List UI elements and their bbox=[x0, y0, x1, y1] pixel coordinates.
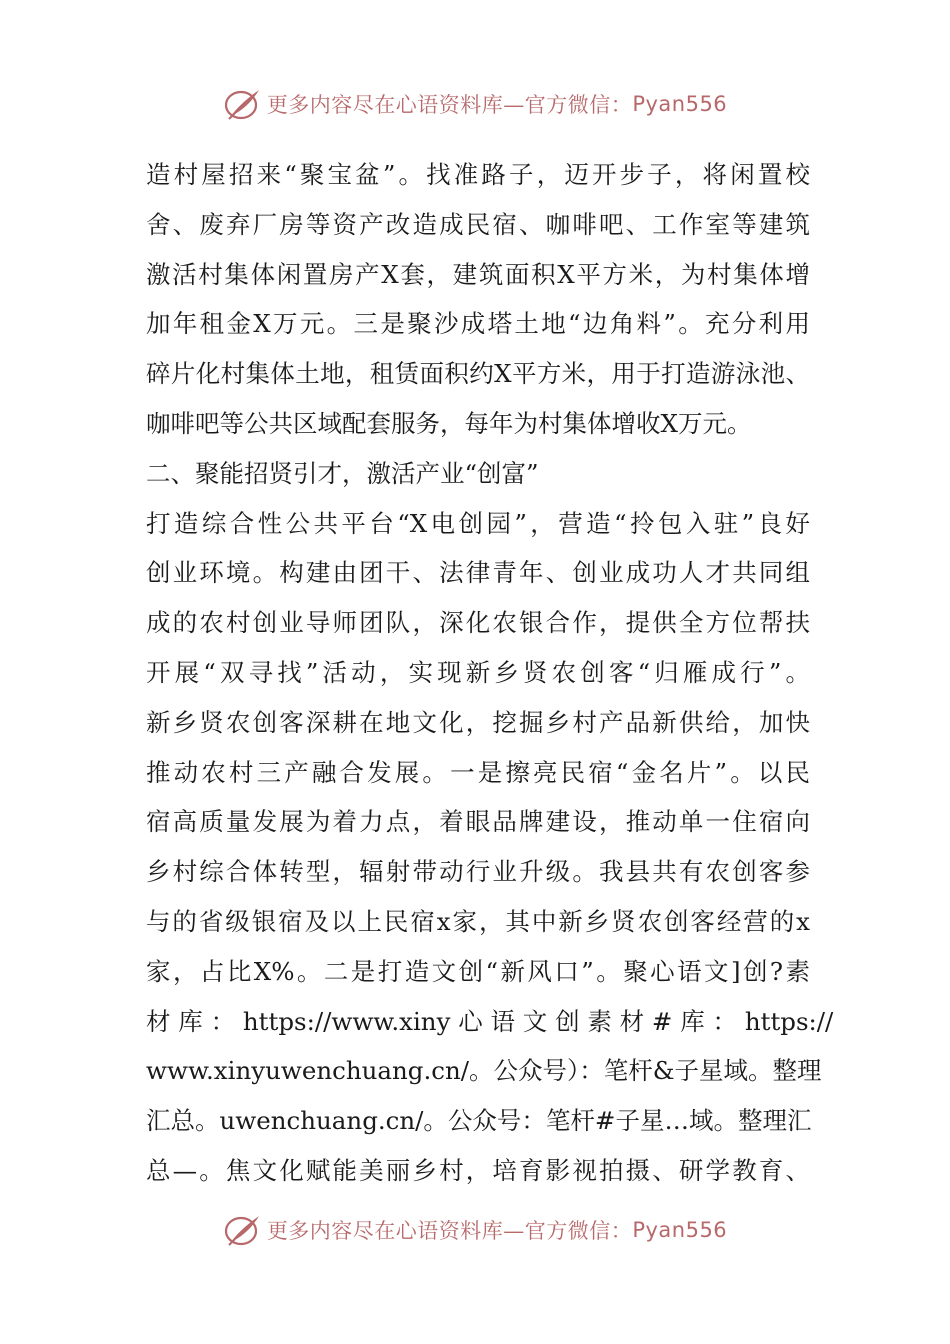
text-line: 咖啡吧等公共区域配套服务，每年为村集体增收X万元。 bbox=[146, 408, 752, 438]
text-line: 开展“双寻找”活动，实现新乡贤农创客“归雁成行”。 bbox=[146, 657, 810, 687]
quill-pen-logo-icon bbox=[223, 1212, 263, 1248]
text-line: 材 库 ： https://www.xiny 心 语 文 创 素 材 # 库 ： https:// bbox=[146, 1006, 834, 1036]
document-body bbox=[146, 150, 834, 1196]
text-line: 创业环境。构建由团干、法律青年、创业成功人才共同组 bbox=[146, 558, 810, 588]
text-line: 造村屋招来“聚宝盆”。找准路子，迈开步子，将闲置校 bbox=[146, 160, 810, 189]
text-line: 成的农村创业导师团队，深化农银合作，提供全方位帮扶 bbox=[146, 608, 810, 638]
text-line: 汇总。uwenchuang.cn/。公众号：笔杆#子星…域。整理汇 bbox=[146, 1106, 812, 1136]
text-line: 舍、废弃厂房等资产改造成民宿、咖啡吧、工作室等建筑 bbox=[146, 209, 810, 239]
banner-wechat-id: Pyan556 bbox=[632, 92, 728, 116]
quill-pen-logo-icon bbox=[223, 86, 263, 122]
text-line: 加年租金X万元。三是聚沙成塔土地“边角料”。充分利用 bbox=[146, 309, 810, 339]
banner-text: 更多内容尽在心语资料库—官方微信： bbox=[266, 93, 633, 117]
text-line: www.xinyuwenchuang.cn/。公众号）：笔杆&子星域。整理 bbox=[146, 1056, 822, 1086]
text-line: 家，占比X%。二是打造文创“新风口”。聚心语文]创?素 bbox=[146, 956, 810, 986]
text-line: 新乡贤农创客深耕在地文化，挖掘乡村产品新供给，加快 bbox=[146, 707, 810, 737]
text-line: 推动农村三产融合发展。一是擦亮民宿“金名片”。以民 bbox=[146, 757, 810, 787]
text-line: 宿高质量发展为着力点，着眼品牌建设，推动单一住宿向 bbox=[146, 807, 810, 837]
text-line: 激活村集体闲置房产X套，建筑面积X平方米，为村集体增 bbox=[146, 259, 810, 289]
footer-banner bbox=[0, 1210, 950, 1250]
text-line: 二、聚能招贤引才，激活产业“创富” bbox=[146, 458, 539, 488]
text-line: 打造综合性公共平台“X电创园”，营造“拎包入驻”良好 bbox=[146, 508, 810, 538]
text-line: 与的省级银宿及以上民宿x家，其中新乡贤农创客经营的x bbox=[146, 906, 810, 936]
text-line: 碎片化村集体土地，租赁面积约X平方米，用于打造游泳池、 bbox=[146, 359, 810, 389]
banner-wechat-id: Pyan556 bbox=[632, 1218, 728, 1242]
header-banner bbox=[0, 84, 950, 124]
text-line: 总—。焦文化赋能美丽乡村，培育影视拍摄、研学教育、 bbox=[146, 1155, 810, 1185]
banner-text: 更多内容尽在心语资料库—官方微信： bbox=[266, 1219, 633, 1243]
text-line: 乡村综合体转型，辐射带动行业升级。我县共有农创客参 bbox=[146, 857, 810, 887]
